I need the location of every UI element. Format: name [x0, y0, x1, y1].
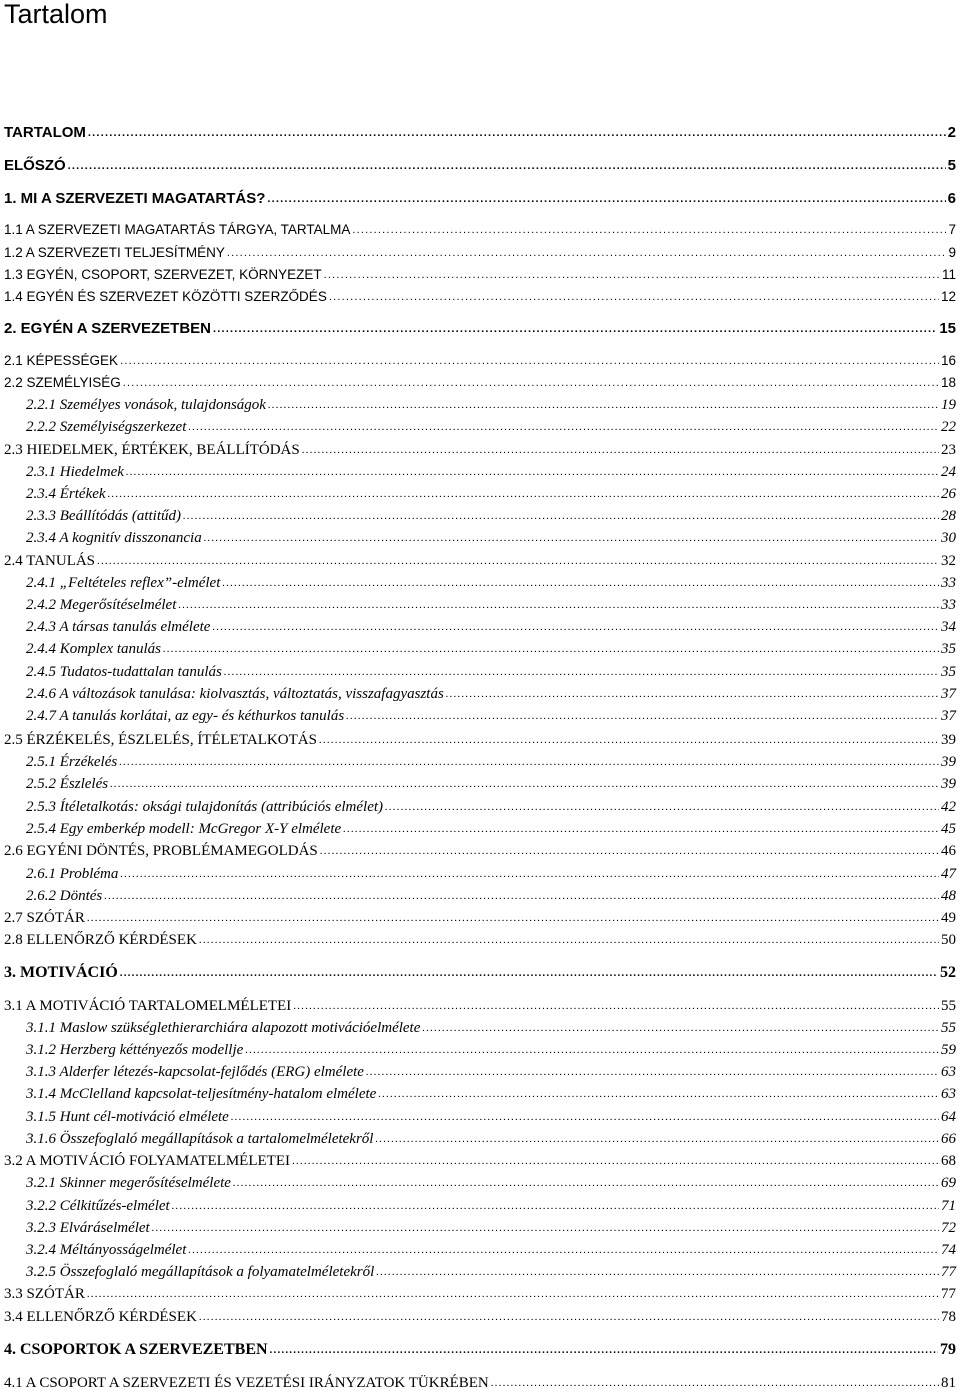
- toc-entry-label: 3.3 SZÓTÁR: [4, 1286, 85, 1302]
- toc-entry[interactable]: [4, 995, 956, 1015]
- toc-leader-dots: [366, 1063, 939, 1081]
- toc-leader-dots: [172, 1197, 939, 1215]
- toc-entry[interactable]: [26, 638, 956, 658]
- toc-leader-dots: [270, 1341, 938, 1359]
- toc-entry-page: 30: [941, 530, 956, 546]
- toc-entry-label: 2.4.2 Megerősítéselmélet: [26, 597, 177, 613]
- toc-entry-page: 42: [941, 799, 956, 815]
- toc-entry-page: 47: [941, 866, 956, 882]
- toc-entry-page: 68: [941, 1153, 956, 1169]
- toc-entry-label: 2.4.6 A változások tanulása: kiolvasztás, változtatás, visszafagyasztás: [26, 686, 444, 702]
- toc-entry-label: 2.1 KÉPESSÉGEK: [4, 353, 119, 368]
- toc-entry[interactable]: [26, 1039, 956, 1059]
- toc-entry[interactable]: [26, 683, 956, 703]
- toc-entry[interactable]: [26, 885, 956, 905]
- toc-entry-label: 2.3 HIEDELMEK, ÉRTÉKEK, BEÁLLÍTÓDÁS: [4, 442, 300, 458]
- toc-entry-label: 2.4.5 Tudatos-tudattalan tanulás: [26, 664, 222, 680]
- toc-entry[interactable]: [26, 594, 956, 614]
- toc-leader-dots: [293, 997, 939, 1015]
- toc-leader-dots: [422, 1019, 939, 1037]
- toc-entry-label: 1.3 EGYÉN, CSOPORT, SZERVEZET, KÖRNYEZET: [4, 267, 322, 282]
- toc-leader-dots: [87, 909, 939, 927]
- toc-leader-dots: [245, 1041, 939, 1059]
- toc-entry[interactable]: [26, 1061, 956, 1081]
- toc-leader-dots: [120, 352, 939, 370]
- toc-entry-page: 28: [941, 508, 956, 524]
- toc-leader-dots: [343, 820, 939, 838]
- toc-entry-page: 48: [941, 888, 956, 904]
- toc-entry[interactable]: [4, 840, 956, 860]
- toc-entry[interactable]: [4, 550, 956, 570]
- toc-entry-label: 3.1.4 McClelland kapcsolat-teljesítmény-hatalom elmélete: [26, 1086, 377, 1102]
- toc-leader-dots: [320, 842, 939, 860]
- toc-entry-page: 78: [941, 1309, 956, 1325]
- toc-leader-dots: [292, 1152, 939, 1170]
- toc-entry-label: 2.5.1 Érzékelés: [26, 754, 118, 770]
- toc-entry-label: 2.3.1 Hiedelmek: [26, 464, 124, 480]
- toc-entry[interactable]: [26, 416, 956, 436]
- toc-entry[interactable]: [26, 863, 956, 883]
- toc-entry[interactable]: [4, 122, 956, 142]
- toc-entry-page: 39: [941, 732, 956, 748]
- toc-leader-dots: [231, 1108, 939, 1126]
- toc-entry-page: 39: [941, 776, 956, 792]
- toc-entry-label: 3.1.1 Maslow szükséglethierarchiára alapozott motivációelmélete: [26, 1020, 421, 1036]
- toc-entry[interactable]: [26, 1195, 956, 1215]
- toc-entry-label: 3.2.2 Célkitűzés-elmélet: [26, 1198, 170, 1214]
- toc-entry-page: 63: [941, 1064, 956, 1080]
- toc-leader-dots: [123, 374, 939, 392]
- toc-entry[interactable]: [4, 439, 956, 459]
- toc-leader-dots: [352, 221, 946, 239]
- toc-entry[interactable]: [4, 318, 956, 338]
- toc-entry-page: 23: [941, 442, 956, 458]
- toc-entry-page: 11: [941, 267, 956, 282]
- toc-entry-label: 1.4 EGYÉN ÉS SZERVEZET KÖZÖTTI SZERZŐDÉS: [4, 289, 327, 304]
- toc-entry-label: 2.2.2 Személyiségszerkezet: [26, 419, 187, 435]
- toc-leader-dots: [376, 1263, 939, 1281]
- toc-entry-page: 35: [941, 641, 956, 657]
- toc-leader-dots: [119, 753, 939, 771]
- toc-entry-page: 74: [941, 1242, 956, 1258]
- toc-entry-page: 64: [941, 1109, 956, 1125]
- toc-entry[interactable]: [26, 751, 956, 771]
- toc-leader-dots: [97, 552, 939, 570]
- toc-leader-dots: [152, 1219, 939, 1237]
- toc-entry-label: TARTALOM: [4, 124, 86, 141]
- toc-entry-label: 3.2 A MOTIVÁCIÓ FOLYAMATELMÉLETEI: [4, 1153, 290, 1169]
- toc-entry-page: 9: [948, 245, 956, 260]
- toc-entry-label: 2.2.1 Személyes vonások, tulajdonságok: [26, 397, 266, 413]
- toc-entry[interactable]: [4, 350, 956, 370]
- toc-entry-page: 7: [948, 222, 956, 237]
- toc-leader-dots: [204, 529, 939, 547]
- toc-leader-dots: [120, 865, 939, 883]
- toc-entry[interactable]: [26, 796, 956, 816]
- toc-entry-page: 50: [941, 932, 956, 948]
- toc-leader-dots: [199, 1308, 939, 1326]
- toc-entry-label: 3.1.5 Hunt cél-motiváció elmélete: [26, 1109, 229, 1125]
- toc-leader-dots: [87, 1285, 939, 1303]
- toc-entry-page: 19: [941, 397, 956, 413]
- toc-entry-label: 3.1.3 Alderfer létezés-kapcsolat-fejlődés (ERG) elmélete: [26, 1064, 364, 1080]
- toc-leader-dots: [120, 964, 938, 982]
- toc-entry-page: 34: [941, 619, 956, 635]
- toc-entry[interactable]: [4, 155, 956, 175]
- toc-entry[interactable]: [26, 483, 956, 503]
- toc-entry-label: ELŐSZÓ: [4, 157, 66, 174]
- toc-entry[interactable]: [4, 907, 956, 927]
- toc-entry[interactable]: [26, 705, 956, 725]
- toc-entry-label: 2.2 SZEMÉLYISÉG: [4, 375, 121, 390]
- toc-entry[interactable]: [26, 1239, 956, 1259]
- toc-entry[interactable]: [26, 461, 956, 481]
- toc-leader-dots: [227, 244, 947, 262]
- toc-entry-page: 49: [941, 910, 956, 926]
- page-title: Tartalom: [4, 0, 108, 29]
- toc-entry-label: 2.3.4 Értékek: [26, 486, 106, 502]
- toc-entry-page: 22: [941, 419, 956, 435]
- toc-entry[interactable]: [26, 527, 956, 547]
- toc-entry-page: 6: [947, 190, 956, 207]
- toc-leader-dots: [199, 931, 939, 949]
- toc-entry[interactable]: [4, 1150, 956, 1170]
- toc-leader-dots: [385, 798, 939, 816]
- toc-entry-label: 2.6.2 Döntés: [26, 888, 103, 904]
- toc-entry-label: 2.4.3 A társas tanulás elmélete: [26, 619, 211, 635]
- toc-leader-dots: [324, 266, 940, 284]
- toc-entry-page: 26: [941, 486, 956, 502]
- toc-entry-label: 3.2.5 Összefoglaló megállapítások a folyamatelméletekről: [26, 1264, 375, 1280]
- toc-entry-label: 2.4.4 Komplex tanulás: [26, 641, 161, 657]
- toc-entry[interactable]: [4, 1283, 956, 1303]
- toc-entry-label: 3.2.3 Elváráselmélet: [26, 1220, 150, 1236]
- toc-entry-page: 71: [941, 1198, 956, 1214]
- toc-leader-dots: [212, 618, 939, 636]
- toc-entry-page: 77: [941, 1286, 956, 1302]
- toc-entry-page: 5: [947, 157, 956, 174]
- toc-entry-page: 55: [941, 998, 956, 1014]
- toc-entry-label: 3. MOTIVÁCIÓ: [4, 964, 118, 981]
- toc-entry-label: 1. MI A SZERVEZETI MAGATARTÁS?: [4, 190, 266, 207]
- toc-entry-label: 2.7 SZÓTÁR: [4, 910, 85, 926]
- toc-entry[interactable]: [4, 1372, 956, 1392]
- toc-entry[interactable]: [4, 929, 956, 949]
- toc-leader-dots: [302, 441, 939, 459]
- toc-entry-label: 2.6.1 Probléma: [26, 866, 119, 882]
- toc-entry-label: 2.5 ÉRZÉKELÉS, ÉSZLELÉS, ÍTÉLETALKOTÁS: [4, 732, 317, 748]
- toc-entry-page: 33: [941, 597, 956, 613]
- toc-entry[interactable]: [26, 1261, 956, 1281]
- toc-leader-dots: [126, 463, 939, 481]
- toc-entry-page: 79: [940, 1341, 956, 1358]
- toc-entry-label: 3.4 ELLENŐRZŐ KÉRDÉSEK: [4, 1309, 197, 1325]
- toc-entry-page: 45: [941, 821, 956, 837]
- toc-entry-label: 4. CSOPORTOK A SZERVEZETBEN: [4, 1341, 268, 1358]
- toc-entry[interactable]: [26, 661, 956, 681]
- toc-leader-dots: [88, 124, 946, 142]
- toc-entry-page: 24: [941, 464, 956, 480]
- toc-leader-dots: [319, 731, 939, 749]
- toc-entry-page: 55: [941, 1020, 956, 1036]
- toc-leader-dots: [104, 887, 939, 905]
- toc-leader-dots: [378, 1085, 939, 1103]
- toc-leader-dots: [188, 1241, 939, 1259]
- toc-leader-dots: [346, 707, 939, 725]
- toc-entry-label: 3.2.4 Méltányosságelmélet: [26, 1242, 187, 1258]
- toc-entry-page: 77: [941, 1264, 956, 1280]
- toc-entry-page: 81: [941, 1375, 956, 1391]
- toc-entry-label: 1.1 A SZERVEZETI MAGATARTÁS TÁRGYA, TARTALMA: [4, 222, 351, 237]
- toc-entry-label: 4.1 A CSOPORT A SZERVEZETI ÉS VEZETÉSI IRÁNYZATOK TÜKRÉBEN: [4, 1375, 489, 1391]
- toc-entry-label: 2.3.4 A kognitív disszonancia: [26, 530, 202, 546]
- toc-entry-label: 2.8 ELLENŐRZŐ KÉRDÉSEK: [4, 932, 197, 948]
- toc-entry-page: 18: [940, 375, 956, 390]
- toc-entry[interactable]: [4, 286, 956, 306]
- toc-entry[interactable]: [4, 188, 956, 208]
- toc-entry-label: 2.4.7 A tanulás korlátai, az egy- és kéthurkos tanulás: [26, 708, 345, 724]
- toc-entry-label: 3.1.2 Herzberg kéttényezős modellje: [26, 1042, 244, 1058]
- toc-leader-dots: [224, 663, 939, 681]
- toc-entry[interactable]: [26, 1217, 956, 1237]
- toc-entry-page: 33: [941, 575, 956, 591]
- toc-entry[interactable]: [26, 773, 956, 793]
- toc-leader-dots: [108, 485, 939, 503]
- toc-entry[interactable]: [4, 1306, 956, 1326]
- toc-entry[interactable]: [26, 616, 956, 636]
- toc-entry-label: 2. EGYÉN A SZERVEZETBEN: [4, 320, 211, 337]
- toc-entry[interactable]: [26, 394, 956, 414]
- toc-leader-dots: [329, 288, 939, 306]
- toc-entry-page: 35: [941, 664, 956, 680]
- toc-entry[interactable]: [4, 372, 956, 392]
- toc-leader-dots: [268, 396, 939, 414]
- toc-leader-dots: [178, 596, 939, 614]
- toc-leader-dots: [222, 574, 939, 592]
- toc-entry-page: 2: [947, 124, 956, 141]
- toc-entry-label: 2.3.3 Beállítódás (attitűd): [26, 508, 181, 524]
- toc-entry-label: 3.1 A MOTIVÁCIÓ TARTALOMELMÉLETEI: [4, 998, 292, 1014]
- toc-entry-page: 69: [941, 1175, 956, 1191]
- toc-leader-dots: [188, 418, 939, 436]
- toc-entry[interactable]: [4, 242, 956, 262]
- toc-entry-label: 3.1.6 Összefoglaló megállapítások a tartalomelméletekről: [26, 1131, 374, 1147]
- toc-entry[interactable]: [4, 729, 956, 749]
- toc-leader-dots: [267, 190, 945, 208]
- toc-entry-page: 39: [941, 754, 956, 770]
- toc-entry[interactable]: [26, 1128, 956, 1148]
- toc-entry-label: 2.4.1 „Feltételes reflex”-elmélet: [26, 575, 221, 591]
- toc-entry-label: 2.5.4 Egy emberkép modell: McGregor X-Y elmélete: [26, 821, 342, 837]
- toc-entry-page: 37: [941, 708, 956, 724]
- toc-entry[interactable]: [26, 1017, 956, 1037]
- toc-entry[interactable]: [4, 962, 956, 982]
- toc-leader-dots: [491, 1374, 939, 1392]
- toc-entry[interactable]: [26, 1083, 956, 1103]
- toc-entry-label: 3.2.1 Skinner megerősítéselmélete: [26, 1175, 231, 1191]
- toc-entry[interactable]: [26, 1172, 956, 1192]
- toc-entry[interactable]: [26, 572, 956, 592]
- toc-entry[interactable]: [4, 219, 956, 239]
- toc-entry-label: 1.2 A SZERVEZETI TELJESÍTMÉNY: [4, 245, 225, 260]
- toc-leader-dots: [163, 640, 939, 658]
- toc-entry[interactable]: [4, 1339, 956, 1359]
- toc-entry-label: 2.6 EGYÉNI DÖNTÉS, PROBLÉMAMEGOLDÁS: [4, 843, 318, 859]
- toc-entry-page: 32: [941, 553, 956, 569]
- toc-entry[interactable]: [26, 1106, 956, 1126]
- toc-entry-page: 63: [941, 1086, 956, 1102]
- toc-entry-page: 52: [940, 964, 956, 981]
- toc-leader-dots: [183, 507, 939, 525]
- toc-leader-dots: [233, 1174, 939, 1192]
- toc-entry-page: 59: [941, 1042, 956, 1058]
- toc-leader-dots: [446, 685, 939, 703]
- toc-leader-dots: [68, 157, 946, 175]
- toc-entry-label: 2.5.2 Észlelés: [26, 776, 109, 792]
- toc-entry-page: 37: [941, 686, 956, 702]
- toc-entry-page: 12: [940, 289, 956, 304]
- toc-entry-page: 15: [939, 320, 956, 337]
- toc-leader-dots: [375, 1130, 939, 1148]
- toc-entry-label: 2.4 TANULÁS: [4, 553, 96, 569]
- toc-entry[interactable]: [26, 505, 956, 525]
- toc-entry-page: 72: [941, 1220, 956, 1236]
- toc-entry-page: 16: [940, 353, 956, 368]
- toc-entry-label: 2.5.3 Ítéletalkotás: oksági tulajdonítás (attribúciós elmélet): [26, 799, 384, 815]
- toc-leader-dots: [213, 320, 937, 338]
- toc-entry[interactable]: [4, 264, 956, 284]
- toc-leader-dots: [110, 775, 939, 793]
- toc-entry-page: 46: [941, 843, 956, 859]
- toc-entry[interactable]: [26, 818, 956, 838]
- toc-entry-page: 66: [941, 1131, 956, 1147]
